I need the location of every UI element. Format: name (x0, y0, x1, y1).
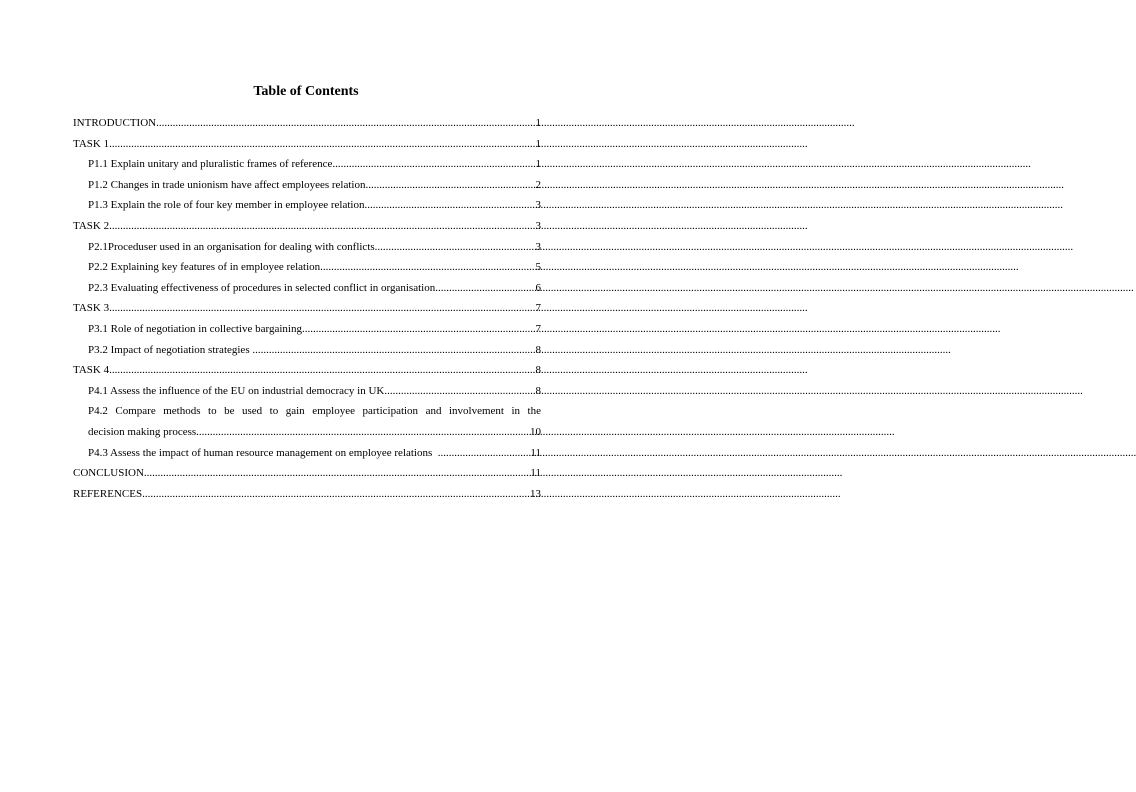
toc-entry-task-2[interactable] (73, 216, 541, 237)
toc-entry-p1-3[interactable] (73, 195, 541, 216)
toc-dot-leader (364, 195, 535, 216)
toc-entry-introduction[interactable] (73, 113, 541, 134)
toc-dot-leader (109, 360, 535, 381)
toc-entry-task-3[interactable] (73, 298, 541, 319)
toc-entry-label: P2.2 Explaining key features of in employee relation (88, 261, 321, 274)
toc-dot-leader (252, 340, 535, 361)
toc-page-number: 11 (530, 467, 541, 480)
toc-dot-leader (365, 175, 535, 196)
toc-dot-leader (332, 154, 535, 175)
toc-page-number: 2 (535, 178, 541, 191)
toc-entry-line-2 (88, 422, 541, 443)
toc-page-number: 8 (535, 364, 541, 377)
toc-dot-leader (435, 278, 535, 299)
toc-entry-task-1[interactable] (73, 134, 541, 155)
toc-entry-p2-1[interactable] (73, 237, 541, 258)
toc-entry-label: TASK 2 (73, 219, 110, 232)
toc-dot-leader (320, 257, 535, 278)
toc-page-number: 5 (535, 261, 541, 274)
toc-page-number: 10 (530, 425, 541, 438)
toc-entry-p1-1[interactable] (73, 154, 541, 175)
toc-page-number: 13 (530, 487, 541, 500)
toc-entry-p2-3[interactable] (73, 278, 541, 299)
toc-page-number: 1 (535, 137, 541, 150)
toc-entry-label: TASK 3 (73, 302, 110, 315)
toc-page-number: 3 (535, 240, 541, 253)
toc-page-number: 1 (535, 117, 541, 129)
page-title: Table of Contents (253, 84, 359, 99)
toc-entry-p2-2[interactable] (73, 257, 541, 278)
table-of-contents (73, 113, 541, 504)
toc-dot-leader (196, 422, 530, 443)
toc-page-number: 1 (535, 158, 541, 171)
toc-entry-p4-1[interactable] (73, 381, 541, 402)
toc-page-number: 6 (535, 281, 541, 294)
toc-entry-conclusion[interactable] (73, 463, 541, 484)
toc-dot-leader (144, 463, 531, 484)
toc-entry-label-line-1: P4.2 Compare methods to be used to gain employee participation and involvement in the (88, 405, 541, 418)
toc-entry-label: P4.1 Assess the influence of the EU on industrial democracy in UK (88, 384, 385, 397)
toc-page-number: 11 (530, 446, 541, 459)
toc-entry-task-4[interactable] (73, 360, 541, 381)
toc-entry-label: P2.1Proceduser used in an organisation for dealing with conflicts (88, 240, 375, 253)
toc-entry-p3-1[interactable] (73, 319, 541, 340)
toc-page-number: 7 (535, 302, 541, 315)
toc-page-number: 8 (535, 343, 541, 356)
toc-dot-leader (384, 381, 535, 402)
toc-dot-leader (438, 443, 531, 464)
toc-entry-label: P3.1 Role of negotiation in collective bargaining (88, 322, 302, 335)
toc-entry-label: P3.2 Impact of negotiation strategies (88, 343, 253, 356)
toc-page-number: 7 (535, 322, 541, 335)
toc-entry-label: TASK 1 (73, 137, 110, 150)
toc-page-number: 3 (535, 219, 541, 232)
toc-dot-leader (302, 319, 536, 340)
toc-entry-p4-2[interactable] (73, 401, 541, 442)
toc-entry-p4-3[interactable] (73, 443, 541, 464)
toc-entry-label: P1.2 Changes in trade unionism have affect employees relation (88, 178, 366, 191)
toc-dot-leader (109, 216, 535, 237)
toc-entry-label: P2.3 Evaluating effectiveness of procedures in selected conflict in organisation (88, 281, 436, 294)
toc-entry-p1-2[interactable] (73, 175, 541, 196)
toc-entry-label: P4.3 Assess the impact of human resource management on employee relations (88, 446, 438, 459)
toc-entry-references[interactable] (73, 484, 541, 505)
toc-dot-leader (156, 113, 535, 134)
toc-page-number: 8 (535, 384, 541, 397)
toc-entry-label: CONCLUSION (73, 467, 144, 480)
toc-entry-label-line-2: decision making process (88, 425, 197, 438)
toc-entry-label: P1.1 Explain unitary and pluralistic frames of reference (88, 158, 333, 171)
toc-entry-label: P1.3 Explain the role of four key member in employee relation (88, 199, 365, 212)
toc-dot-leader (109, 134, 535, 155)
toc-entry-label: REFERENCES (73, 487, 143, 500)
toc-page-number: 3 (535, 199, 541, 212)
toc-dot-leader (109, 298, 535, 319)
toc-dot-leader (142, 484, 530, 505)
toc-dot-leader (375, 237, 536, 258)
toc-entry-label: INTRODUCTION (73, 117, 157, 129)
toc-entry-label: TASK 4 (73, 364, 110, 377)
toc-entry-p3-2[interactable] (73, 340, 541, 361)
